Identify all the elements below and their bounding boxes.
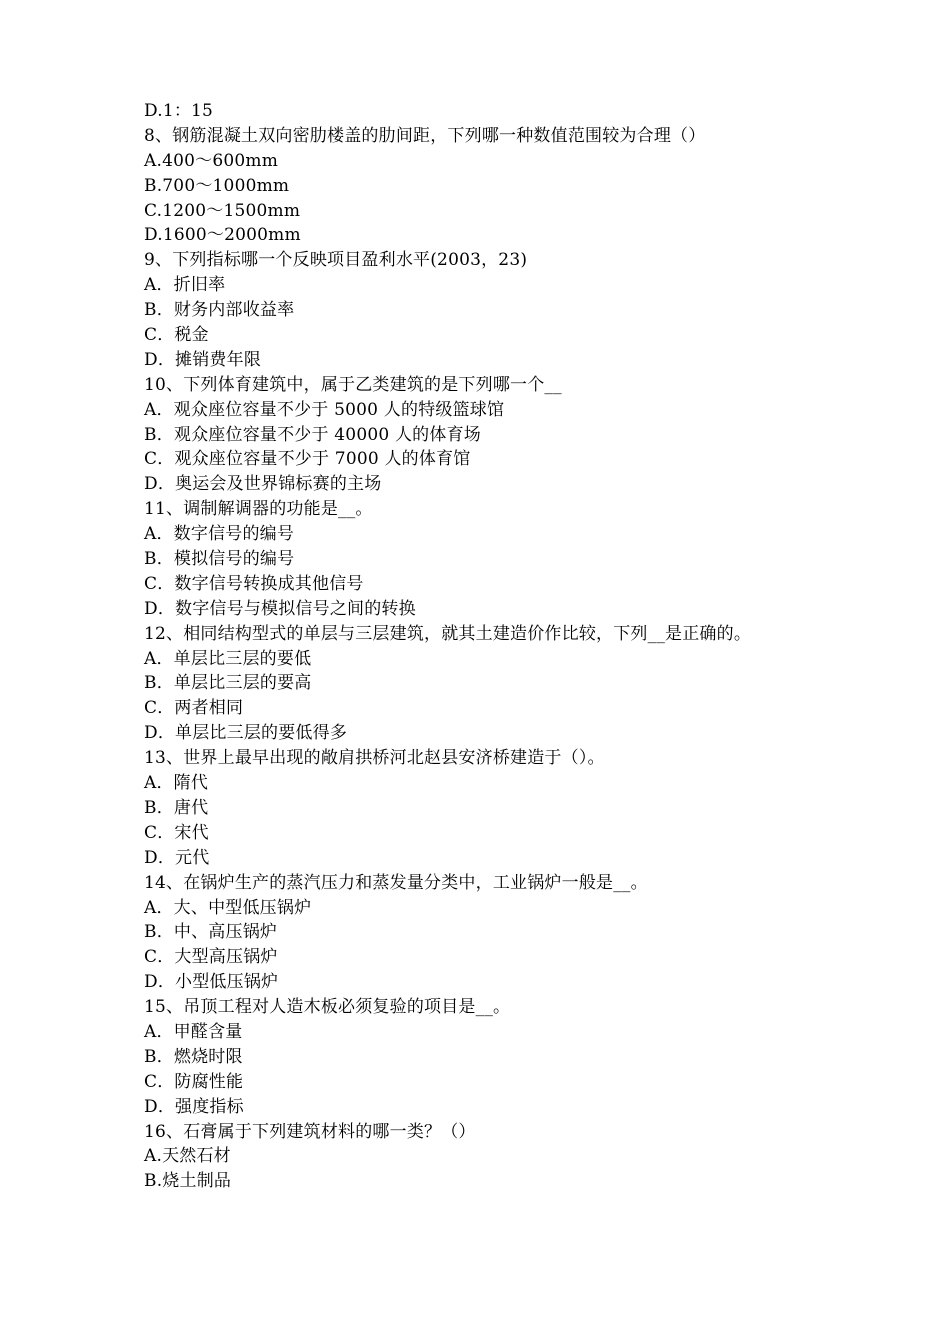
option-15-b: B．燃烧时限: [144, 1046, 243, 1067]
option-9-b: B．财务内部收益率: [144, 300, 295, 321]
option-12-b: B．单层比三层的要高: [144, 673, 312, 694]
option-12-a: A．单层比三层的要低: [144, 648, 312, 669]
option-8-b: B.700～1000mm: [144, 175, 290, 196]
question-9: 9、下列指标哪一个反映项目盈利水平(2003，23): [144, 250, 528, 271]
question-11: 11、调制解调器的功能是__。: [144, 499, 373, 520]
option-15-d: D．强度指标: [144, 1096, 244, 1117]
option-10-c: C．观众座位容量不少于 7000 人的体育馆: [144, 449, 471, 470]
question-8: 8、钢筋混凝土双向密肋楼盖的肋间距，下列哪一种数值范围较为合理（）: [144, 125, 706, 146]
option-11-d: D．数字信号与模拟信号之间的转换: [144, 598, 416, 619]
option-15-a: A．甲醛含量: [144, 1021, 243, 1042]
question-13: 13、世界上最早出现的敞肩拱桥河北赵县安济桥建造于（）。: [144, 748, 605, 769]
document-body: [144, 99, 844, 1194]
option-14-c: C．大型高压锅炉: [144, 947, 278, 968]
option-12-d: D．单层比三层的要低得多: [144, 723, 348, 744]
option-8-d: D.1600～2000mm: [144, 225, 301, 246]
option-10-b: B．观众座位容量不少于 40000 人的体育场: [144, 424, 481, 445]
option-13-b: B．唐代: [144, 797, 209, 818]
option-8-a: A.400～600mm: [144, 150, 279, 171]
option-13-c: C．宋代: [144, 822, 209, 843]
question-16: 16、石膏属于下列建筑材料的哪一类？（）: [144, 1121, 476, 1142]
option-9-a: A．折旧率: [144, 275, 226, 296]
option-13-d: D．元代: [144, 847, 210, 868]
question-15: 15、吊顶工程对人造木板必须复验的项目是__。: [144, 997, 511, 1018]
option-15-c: C．防腐性能: [144, 1071, 244, 1092]
option-14-b: B．中、高压锅炉: [144, 922, 278, 943]
option-14-a: A．大、中型低压锅炉: [144, 897, 312, 918]
text-line: D.1：15: [144, 101, 214, 121]
option-11-a: A．数字信号的编号: [144, 524, 295, 545]
option-16-a: A.天然石材: [144, 1146, 231, 1167]
question-10: 10、下列体育建筑中，属于乙类建筑的是下列哪一个__: [144, 374, 562, 395]
option-9-d: D．摊销费年限: [144, 349, 262, 370]
option-11-c: C．数字信号转换成其他信号: [144, 573, 364, 594]
option-10-a: A．观众座位容量不少于 5000 人的特级篮球馆: [144, 399, 505, 420]
question-12: 12、相同结构型式的单层与三层建筑，就其土建造价作比较，下列__是正确的。: [144, 623, 752, 644]
option-9-c: C．税金: [144, 325, 209, 346]
option-11-b: B．模拟信号的编号: [144, 549, 295, 570]
option-16-b: B.烧土制品: [144, 1171, 232, 1192]
option-12-c: C．两者相同: [144, 698, 244, 719]
question-14: 14、在锅炉生产的蒸汽压力和蒸发量分类中，工业锅炉一般是__。: [144, 872, 648, 893]
option-8-c: C.1200～1500mm: [144, 200, 301, 221]
option-10-d: D．奥运会及世界锦标赛的主场: [144, 474, 382, 495]
option-14-d: D．小型低压锅炉: [144, 972, 279, 993]
option-13-a: A．隋代: [144, 773, 209, 794]
